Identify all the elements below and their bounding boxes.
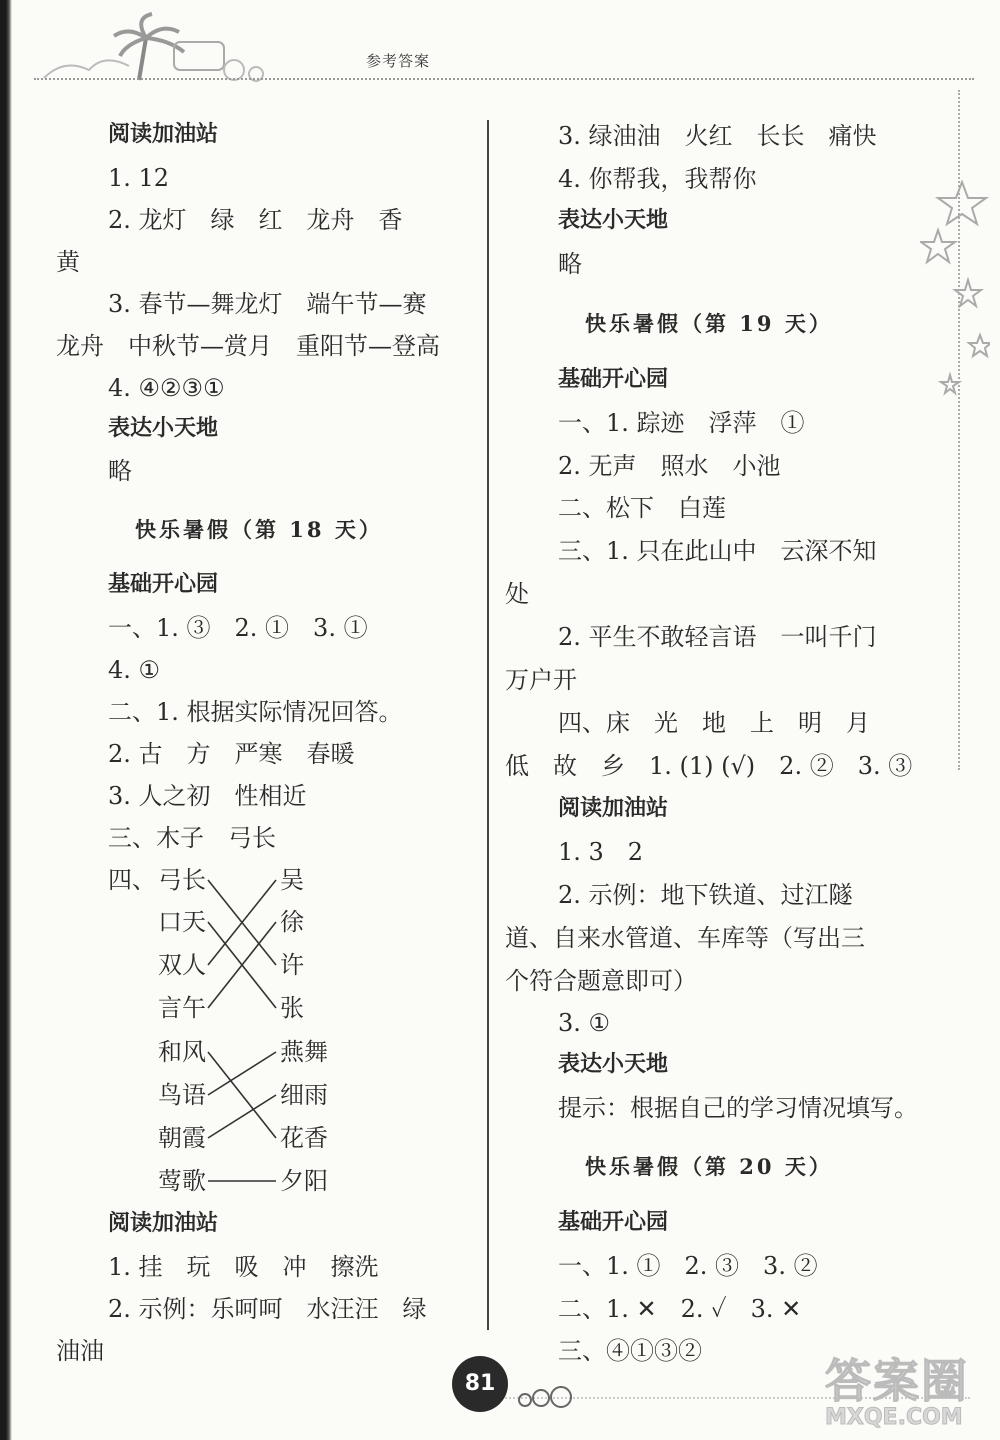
answer-line: 一、1. 踪迹 浮萍 ① bbox=[558, 409, 805, 437]
answer-line: 2. 古 方 严寒 春暖 bbox=[108, 740, 355, 768]
answer-line: 4. ④②③① bbox=[108, 374, 225, 402]
answer-line: 道、自来水管道、车库等（写出三 bbox=[505, 924, 865, 952]
answer-line: 三、木子 弓长 bbox=[108, 824, 276, 852]
answer-line: 二、1. 根据实际情况回答。 bbox=[108, 698, 403, 726]
section-heading: 基础开心园 bbox=[558, 367, 669, 392]
match-right-item: 花香 bbox=[280, 1124, 328, 1152]
match-left-item: 口天 bbox=[158, 908, 206, 936]
answer-line: 三、④①③② bbox=[558, 1337, 702, 1365]
watermark-text: 答案圈 bbox=[825, 1354, 969, 1408]
answer-line: 个符合题意即可） bbox=[505, 967, 697, 995]
header-title: 参考答案 bbox=[366, 52, 431, 70]
match-right-item: 张 bbox=[280, 994, 304, 1022]
match-right-item: 燕舞 bbox=[280, 1038, 328, 1066]
answer-line: 三、1. 只在此山中 云深不知 bbox=[558, 537, 877, 565]
answer-line: 略 bbox=[558, 250, 582, 278]
answer-line: 3. ① bbox=[558, 1009, 611, 1037]
match-left-item: 莺歌 bbox=[158, 1167, 206, 1195]
answer-line: 1. 3 2 bbox=[558, 838, 644, 866]
answer-line: 略 bbox=[108, 457, 132, 485]
answer-line: 2. 示例：地下铁道、过江隧 bbox=[558, 881, 853, 909]
match-line bbox=[208, 1052, 276, 1138]
answer-line: 2. 平生不敢轻言语 一叫千门 bbox=[558, 623, 877, 651]
match-left-item: 弓长 bbox=[158, 866, 206, 894]
answer-line: 油油 bbox=[56, 1337, 104, 1365]
answer-line: 黄 bbox=[56, 248, 80, 276]
match-left-item: 双人 bbox=[158, 951, 206, 979]
match-right-item: 细雨 bbox=[280, 1081, 328, 1109]
section-heading: 表达小天地 bbox=[558, 1052, 669, 1077]
section-heading: 阅读加油站 bbox=[108, 122, 219, 147]
answer-line: 1. 12 bbox=[108, 164, 170, 192]
watermark-url: MXQE.COM bbox=[825, 1405, 963, 1430]
match-right-item: 夕阳 bbox=[280, 1167, 328, 1195]
answer-line: 4. 你帮我，我帮你 bbox=[558, 165, 757, 193]
answer-line: 处 bbox=[505, 580, 529, 608]
answer-line: 2. 无声 照水 小池 bbox=[558, 452, 781, 480]
bubble-decoration bbox=[550, 1386, 572, 1408]
match-right-item: 吴 bbox=[280, 866, 304, 894]
answer-line: 3. 春节—舞龙灯 端午节—赛 bbox=[108, 290, 427, 318]
section-heading: 阅读加油站 bbox=[108, 1211, 219, 1236]
match-line bbox=[208, 1052, 276, 1095]
day-title: 快乐暑假（第 20 天） bbox=[585, 1154, 833, 1179]
match-left-item: 和风 bbox=[158, 1038, 206, 1066]
match-line bbox=[208, 1095, 276, 1138]
answer-line: 四、 bbox=[108, 866, 156, 894]
answer-line: 低 故 乡 1. (1) (√) 2. ② 3. ③ bbox=[505, 752, 913, 780]
answer-line: 四、床 光 地 上 明 月 bbox=[558, 709, 870, 737]
answer-line: 1. 挂 玩 吸 冲 擦洗 bbox=[108, 1253, 379, 1281]
match-right-item: 徐 bbox=[280, 908, 304, 936]
match-right-item: 许 bbox=[280, 951, 304, 979]
answer-line: 一、1. ① 2. ③ 3. ② bbox=[558, 1252, 818, 1280]
answer-line: 二、1. ✕ 2. ✓ 3. ✕ bbox=[558, 1295, 802, 1323]
watermark bbox=[825, 1345, 995, 1430]
answer-line: 3. 绿油油 火红 长长 痛快 bbox=[558, 122, 877, 150]
answer-line: 2. 示例：乐呵呵 水汪汪 绿 bbox=[108, 1295, 427, 1323]
answer-line: 一、1. ③ 2. ① 3. ① bbox=[108, 614, 368, 642]
section-heading: 表达小天地 bbox=[108, 416, 219, 441]
bubble-decoration bbox=[518, 1393, 532, 1407]
answer-line: 万户开 bbox=[505, 666, 577, 694]
answer-line: 二、松下 白莲 bbox=[558, 494, 726, 522]
bubble-decoration bbox=[532, 1389, 550, 1407]
page-number: 81 bbox=[452, 1356, 508, 1412]
section-heading: 基础开心园 bbox=[558, 1210, 669, 1235]
answer-line: 2. 龙灯 绿 红 龙舟 香 bbox=[108, 206, 403, 234]
match-left-item: 鸟语 bbox=[158, 1081, 206, 1109]
answer-line: 4. ① bbox=[108, 656, 161, 684]
day-title: 快乐暑假（第 19 天） bbox=[585, 311, 833, 336]
answer-line: 龙舟 中秋节—赏月 重阳节—登高 bbox=[56, 332, 440, 360]
day-title: 快乐暑假（第 18 天） bbox=[135, 517, 383, 542]
match-left-item: 言午 bbox=[158, 994, 206, 1022]
section-heading: 基础开心园 bbox=[108, 572, 219, 597]
answer-line: 提示：根据自己的学习情况填写。 bbox=[558, 1094, 918, 1122]
section-heading: 表达小天地 bbox=[558, 208, 669, 233]
answer-line: 3. 人之初 性相近 bbox=[108, 782, 307, 810]
match-left-item: 朝霞 bbox=[158, 1124, 206, 1152]
section-heading: 阅读加油站 bbox=[558, 796, 669, 821]
